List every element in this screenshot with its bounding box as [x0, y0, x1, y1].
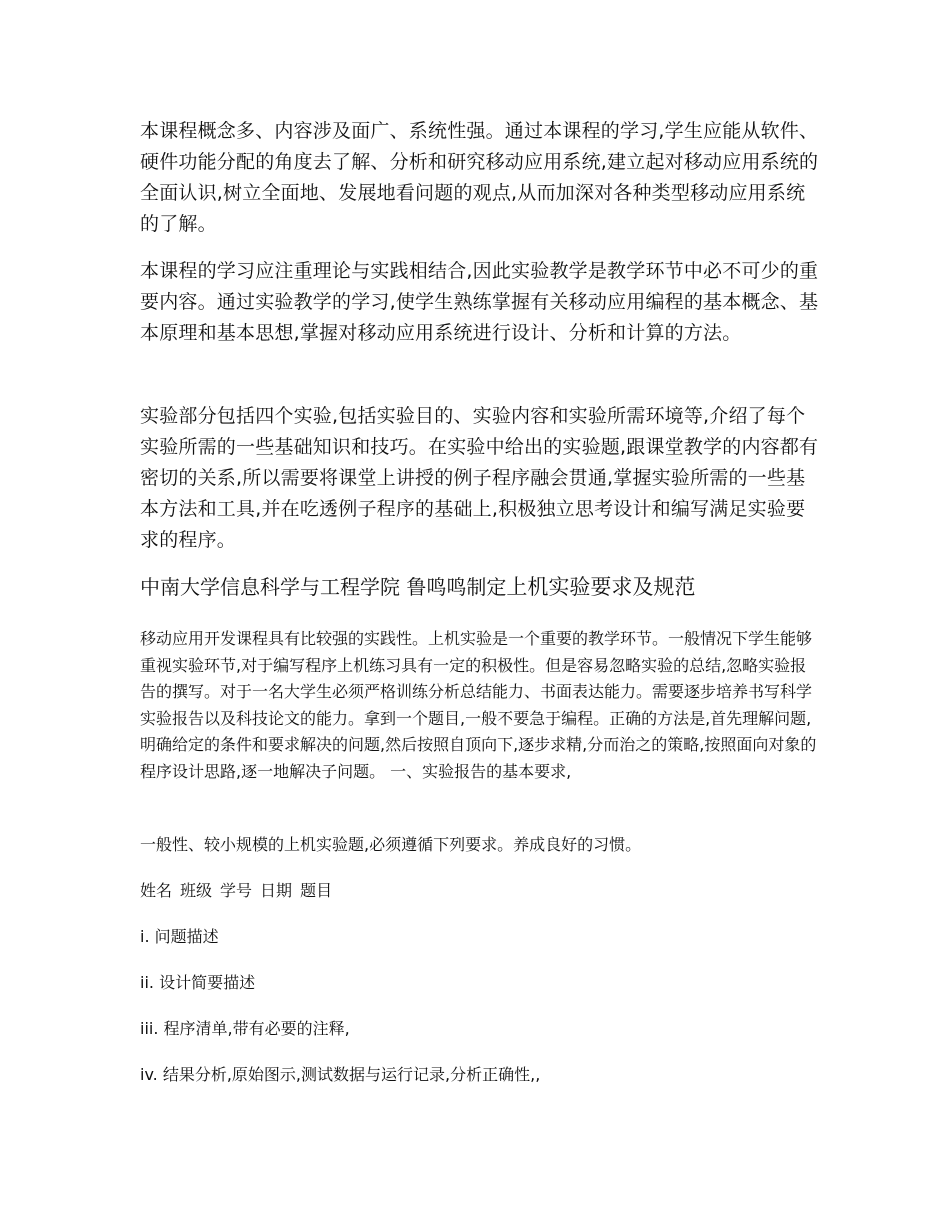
body-paragraph: 移动应用开发课程具有比较强的实践性。上机实验是一个重要的教学环节。一般情况下学生能够重视实验环节,对于编写程序上机练习具有一定的积极性。但是容易忽略实验的总结,忽略实验报告的撰写。对于一名大学生必须严格训练分析总结能力、书面表达能力。需要逐步培养书写科学实验报告以及科技论文的能力。拿到一个题目,一般不要急于编程。正确的方法是,首先理解问题,明确给定的条件和要求解决的问题,然后按照自顶向下,逐步求精,分而治之的策略,按照面向对象的程序设计思路,逐一地解决子问题。 一、实验报告的基本要求,	[140, 629, 817, 781]
field-date: 日期	[260, 881, 293, 900]
list-item: iv. 结果分析,原始图示,测试数据与运行记录,分析正确性,,	[140, 1065, 541, 1084]
list-item: iii. 程序清单,带有必要的注释,	[140, 1019, 350, 1038]
field-name: 姓名	[140, 881, 173, 900]
field-topic: 题目	[300, 881, 333, 900]
intro-paragraph-1: 本课程概念多、内容涉及面广、系统性强。通过本课程的学习,学生应能从软件、硬件功能分配的角度去了解、分析和研究移动应用系统,建立起对移动应用系统的全面认识,树立全面地、发展地看问题的观点,从而加深对各种类型移动应用系统的了解。	[140, 120, 819, 235]
list-item: i. 问题描述	[140, 927, 219, 946]
field-class: 班级	[180, 881, 213, 900]
heading-title: 上机实验要求及规范	[506, 575, 696, 599]
heading-prefix: 中南大学信息科学与工程学院 鲁鸣鸣制定	[140, 575, 507, 599]
section-heading	[140, 572, 840, 602]
list-item: ii. 设计简要描述	[140, 973, 256, 992]
intro-paragraph-3: 实验部分包括四个实验,包括实验目的、实验内容和实验所需环境等,介绍了每个实验所需的一些基础知识和技巧。在实验中给出的实验题,跟课堂教学的内容都有密切的关系,所以需要将课堂上讲授的例子程序融会贯通,掌握实验所需的一些基本方法和工具,并在吃透例子程序的基础上,积极独立思考设计和编写满足实验要求的程序。	[140, 405, 819, 551]
report-fields	[140, 878, 340, 904]
field-student-id: 学号	[220, 881, 253, 900]
intro-paragraph-2: 本课程的学习应注重理论与实践相结合,因此实验教学是教学环节中必不可少的重要内容。通过实验教学的学习,使学生熟练掌握有关移动应用编程的基本概念、基本原理和基本思想,掌握对移动应用系统进行设计、分析和计算的方法。	[140, 260, 819, 344]
requirement-line: 一般性、较小规模的上机实验题,必须遵循下列要求。养成良好的习惯。	[140, 835, 642, 854]
